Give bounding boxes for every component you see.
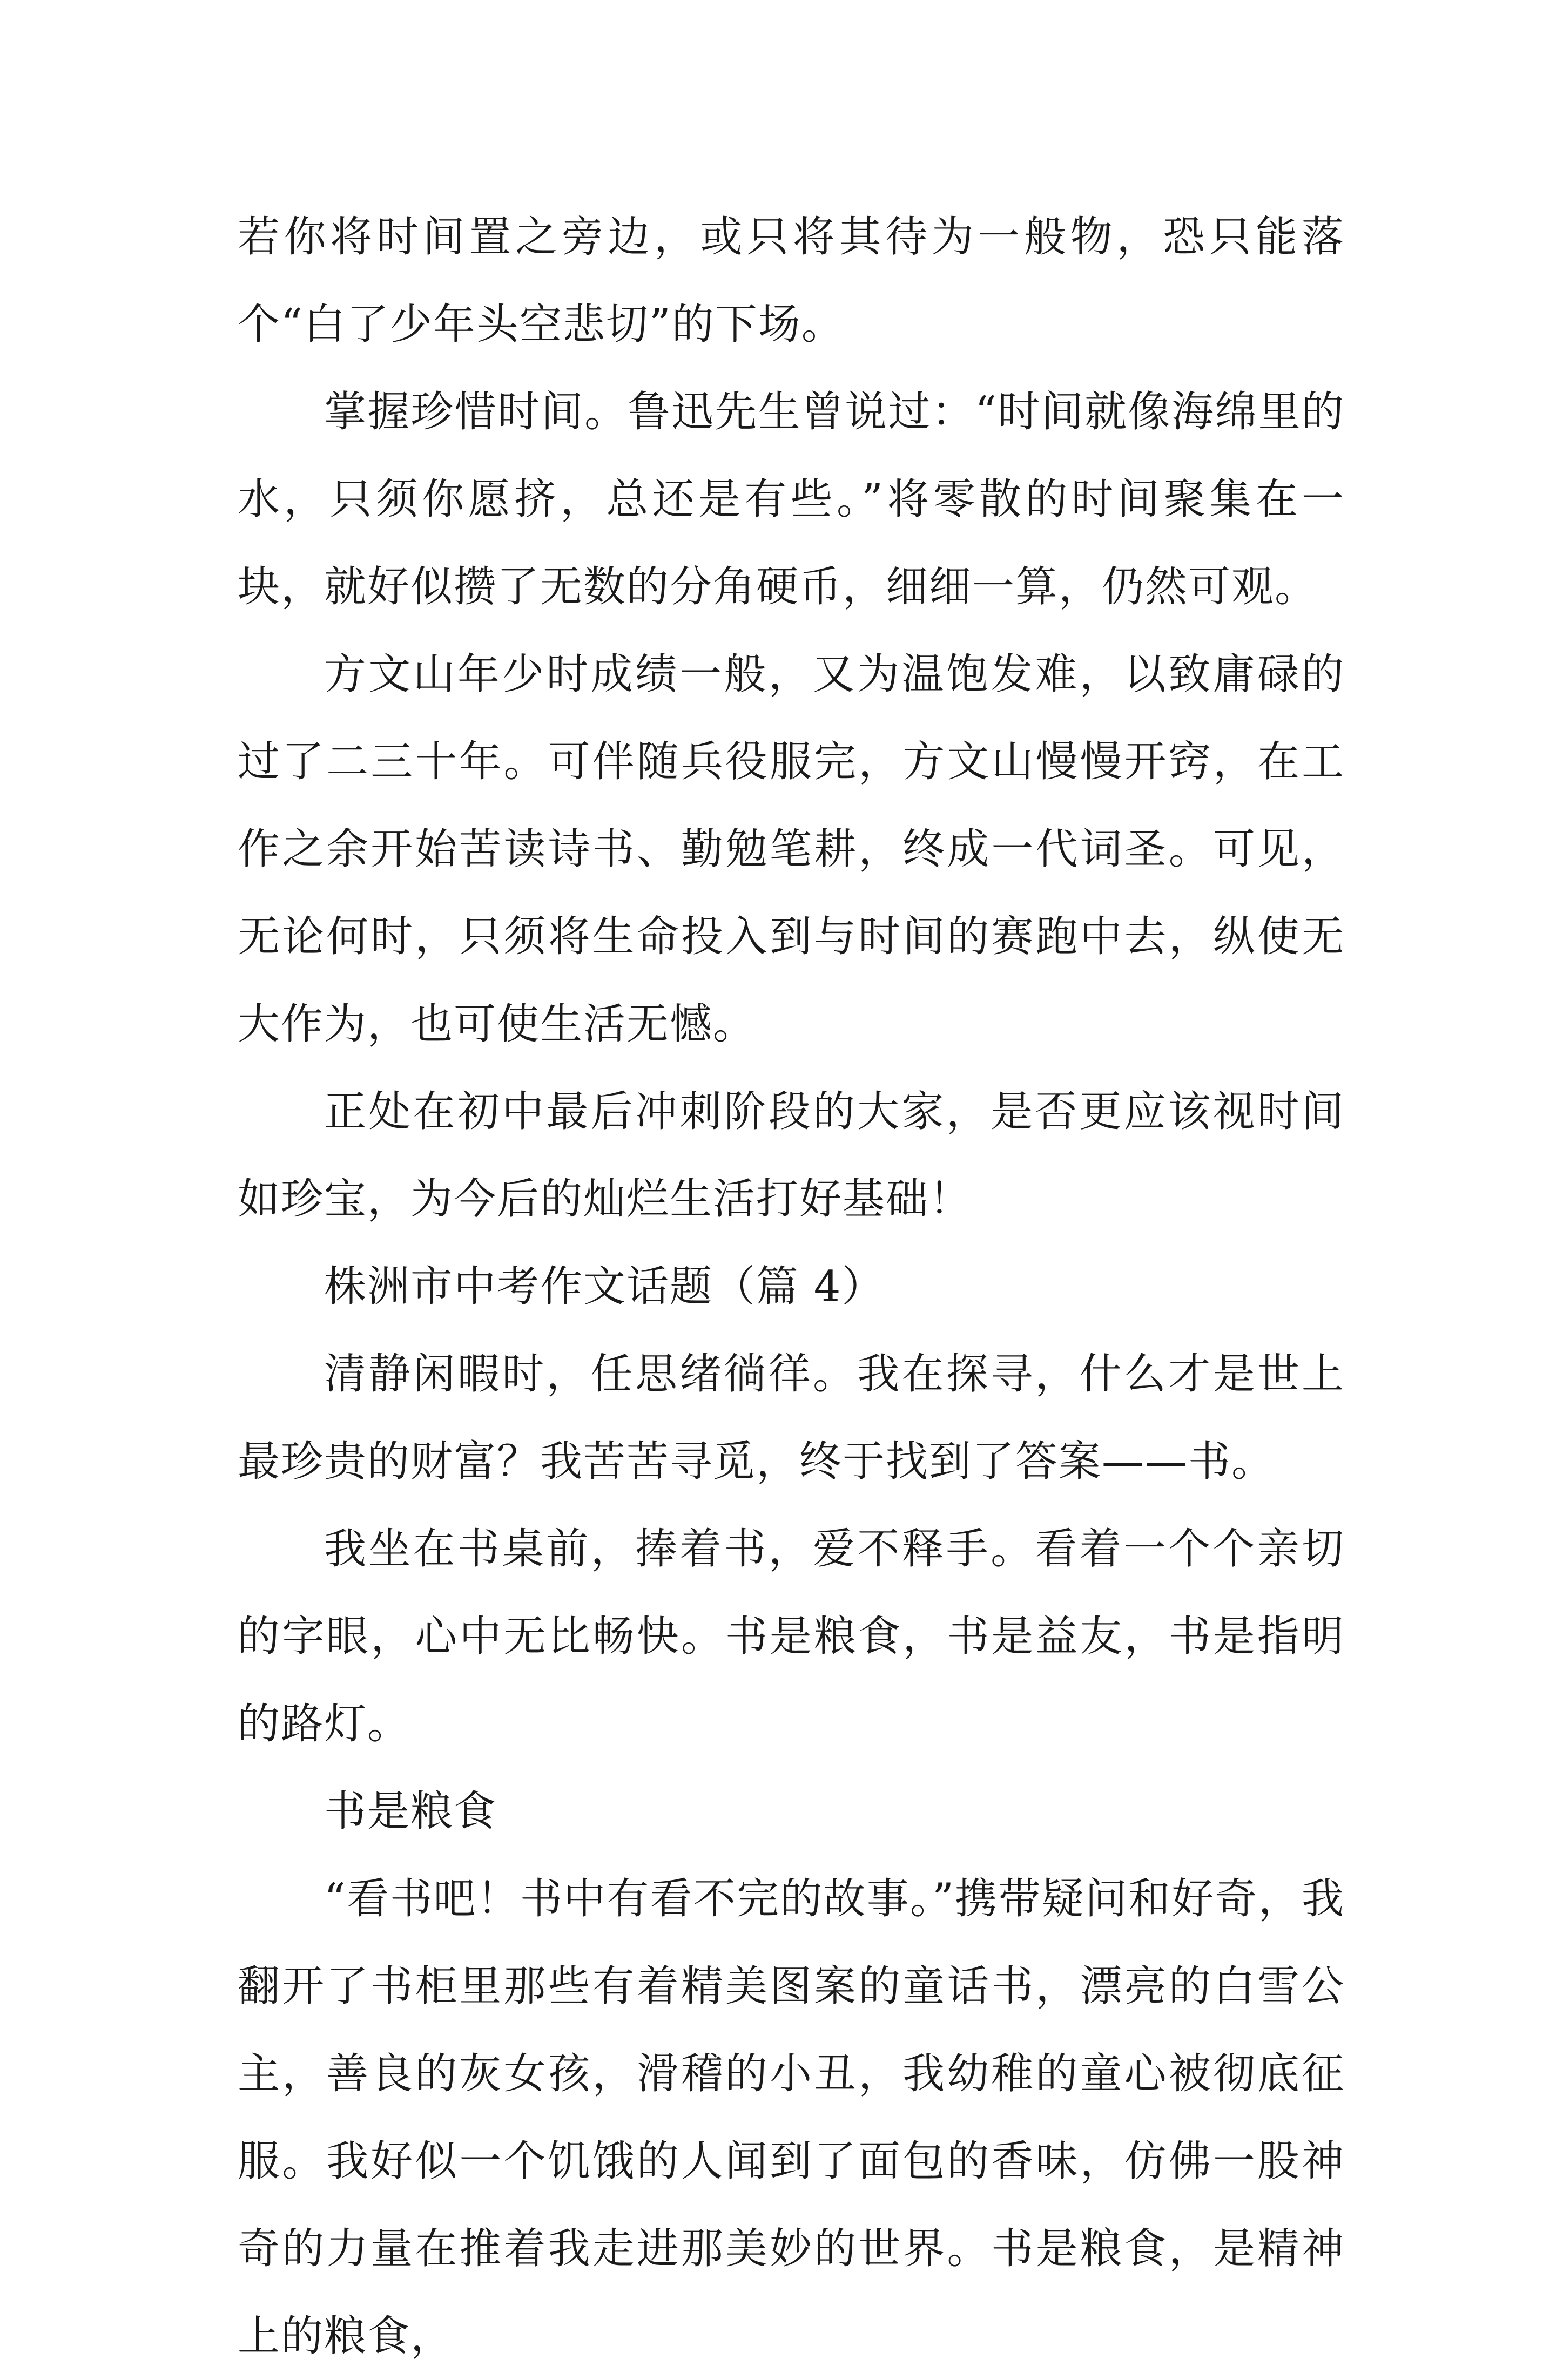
paragraph-5: 清静闲暇时，任思绪徜徉。我在探寻，什么才是世上最珍贵的财富？我苦苦寻觅，终于找到了答案——书。 [238,1350,1345,1486]
paragraph-7: “看书吧！书中有看不完的故事。”携带疑问和好奇，我翻开了书柜里那些有着精美图案的童话书，漂亮的白雪公主，善良的灰女孩，滑稽的小丑，我幼稚的童心被彻底征服。我好似一个饥饿的人闻到了面包的香味，仿佛一股神奇的力量在推着我走进那美妙的世界。书是粮食，是精神上的粮食， [238,1875,1345,2361]
paragraph-2: 掌握珍惜时间。鲁迅先生曾说过：“时间就像海绵里的水，只须你愿挤，总还是有些。”将零散的时间聚集在一块，就好似攒了无数的分角硬币，细细一算，仍然可观。 [238,388,1345,611]
paragraph-6: 我坐在书桌前，捧着书，爱不释手。看着一个个亲切的字眼，心中无比畅快。书是粮食，书是益友，书是指明的路灯。 [238,1525,1345,1748]
paragraph-1: 若你将时间置之旁边，或只将其待为一般物，恐只能落个“白了少年头空悲切”的下场。 [238,213,1345,349]
paragraph-3: 方文山年少时成绩一般，又为温饱发难，以致庸碌的过了二三十年。可伴随兵役服完，方文山慢慢开窍，在工作之余开始苦读诗书、勤勉笔耕，终成一代词圣。可见，无论何时，只须将生命投入到与时间的赛跑中去，纵使无大作为，也可使生活无憾。 [238,650,1345,1049]
subheading: 书是粮食 [324,1787,497,1836]
document-body [238,193,1345,2380]
paragraph-4: 正处在初中最后冲刺阶段的大家，是否更应该视时间如珍宝，为今后的灿烂生活打好基础！ [238,1087,1345,1223]
section-heading: 株洲市中考作文话题（篇 4） [324,1262,885,1311]
